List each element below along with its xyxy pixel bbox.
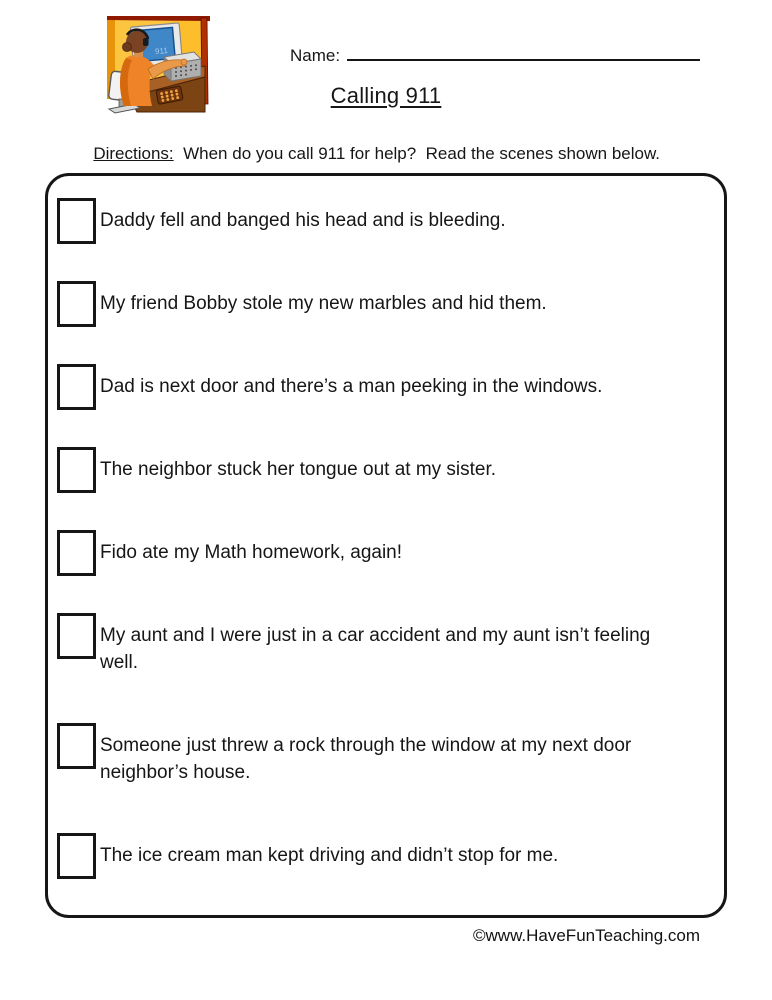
checkbox[interactable] — [57, 364, 96, 410]
checkbox[interactable] — [57, 613, 96, 659]
checkbox[interactable] — [57, 447, 96, 493]
clipart-screen-text: 911 — [154, 46, 169, 57]
scene-text: The neighbor stuck her tongue out at my sister. — [100, 459, 497, 480]
scene-text: The ice cream man kept driving and didn’t stop for me. — [100, 845, 559, 866]
page-title-text: Calling 911 — [330, 83, 442, 108]
scene-text: Fido ate my Math homework, again! — [100, 542, 403, 563]
scene-text: Dad is next door and there’s a man peeking in the windows. — [100, 376, 603, 397]
checkbox[interactable] — [57, 281, 96, 327]
scene-text: Someone just threw a rock through the window at my next door neighbor’s house. — [100, 735, 632, 783]
directions-label: Directions: — [93, 144, 174, 163]
checkbox[interactable] — [57, 530, 96, 576]
scene-item — [57, 198, 710, 234]
scene-item — [57, 281, 710, 317]
name-input-line[interactable] — [347, 44, 700, 61]
name-row — [290, 44, 700, 66]
name-label: Name: — [290, 46, 341, 65]
scene-item — [57, 530, 710, 566]
scene-item — [57, 364, 710, 400]
copyright-credit: ©www.HaveFunTeaching.com — [472, 926, 700, 945]
scene-text: Daddy fell and banged his head and is bleeding. — [100, 210, 506, 231]
directions-line1: When do you call 911 for help? Read the scenes shown below. — [173, 144, 661, 163]
scene-item — [57, 613, 710, 676]
scene-text: My aunt and I were just in a car accident and my aunt isn’t feeling well. — [100, 625, 651, 673]
scenes-box — [45, 173, 727, 918]
scene-text: My friend Bobby stole my new marbles and hid them. — [100, 293, 547, 314]
checkbox[interactable] — [57, 198, 96, 244]
checkbox[interactable] — [57, 723, 96, 769]
scene-item — [57, 447, 710, 483]
scene-item — [57, 723, 710, 786]
page-title — [0, 83, 772, 109]
scene-item — [57, 833, 710, 869]
checkbox[interactable] — [57, 833, 96, 879]
